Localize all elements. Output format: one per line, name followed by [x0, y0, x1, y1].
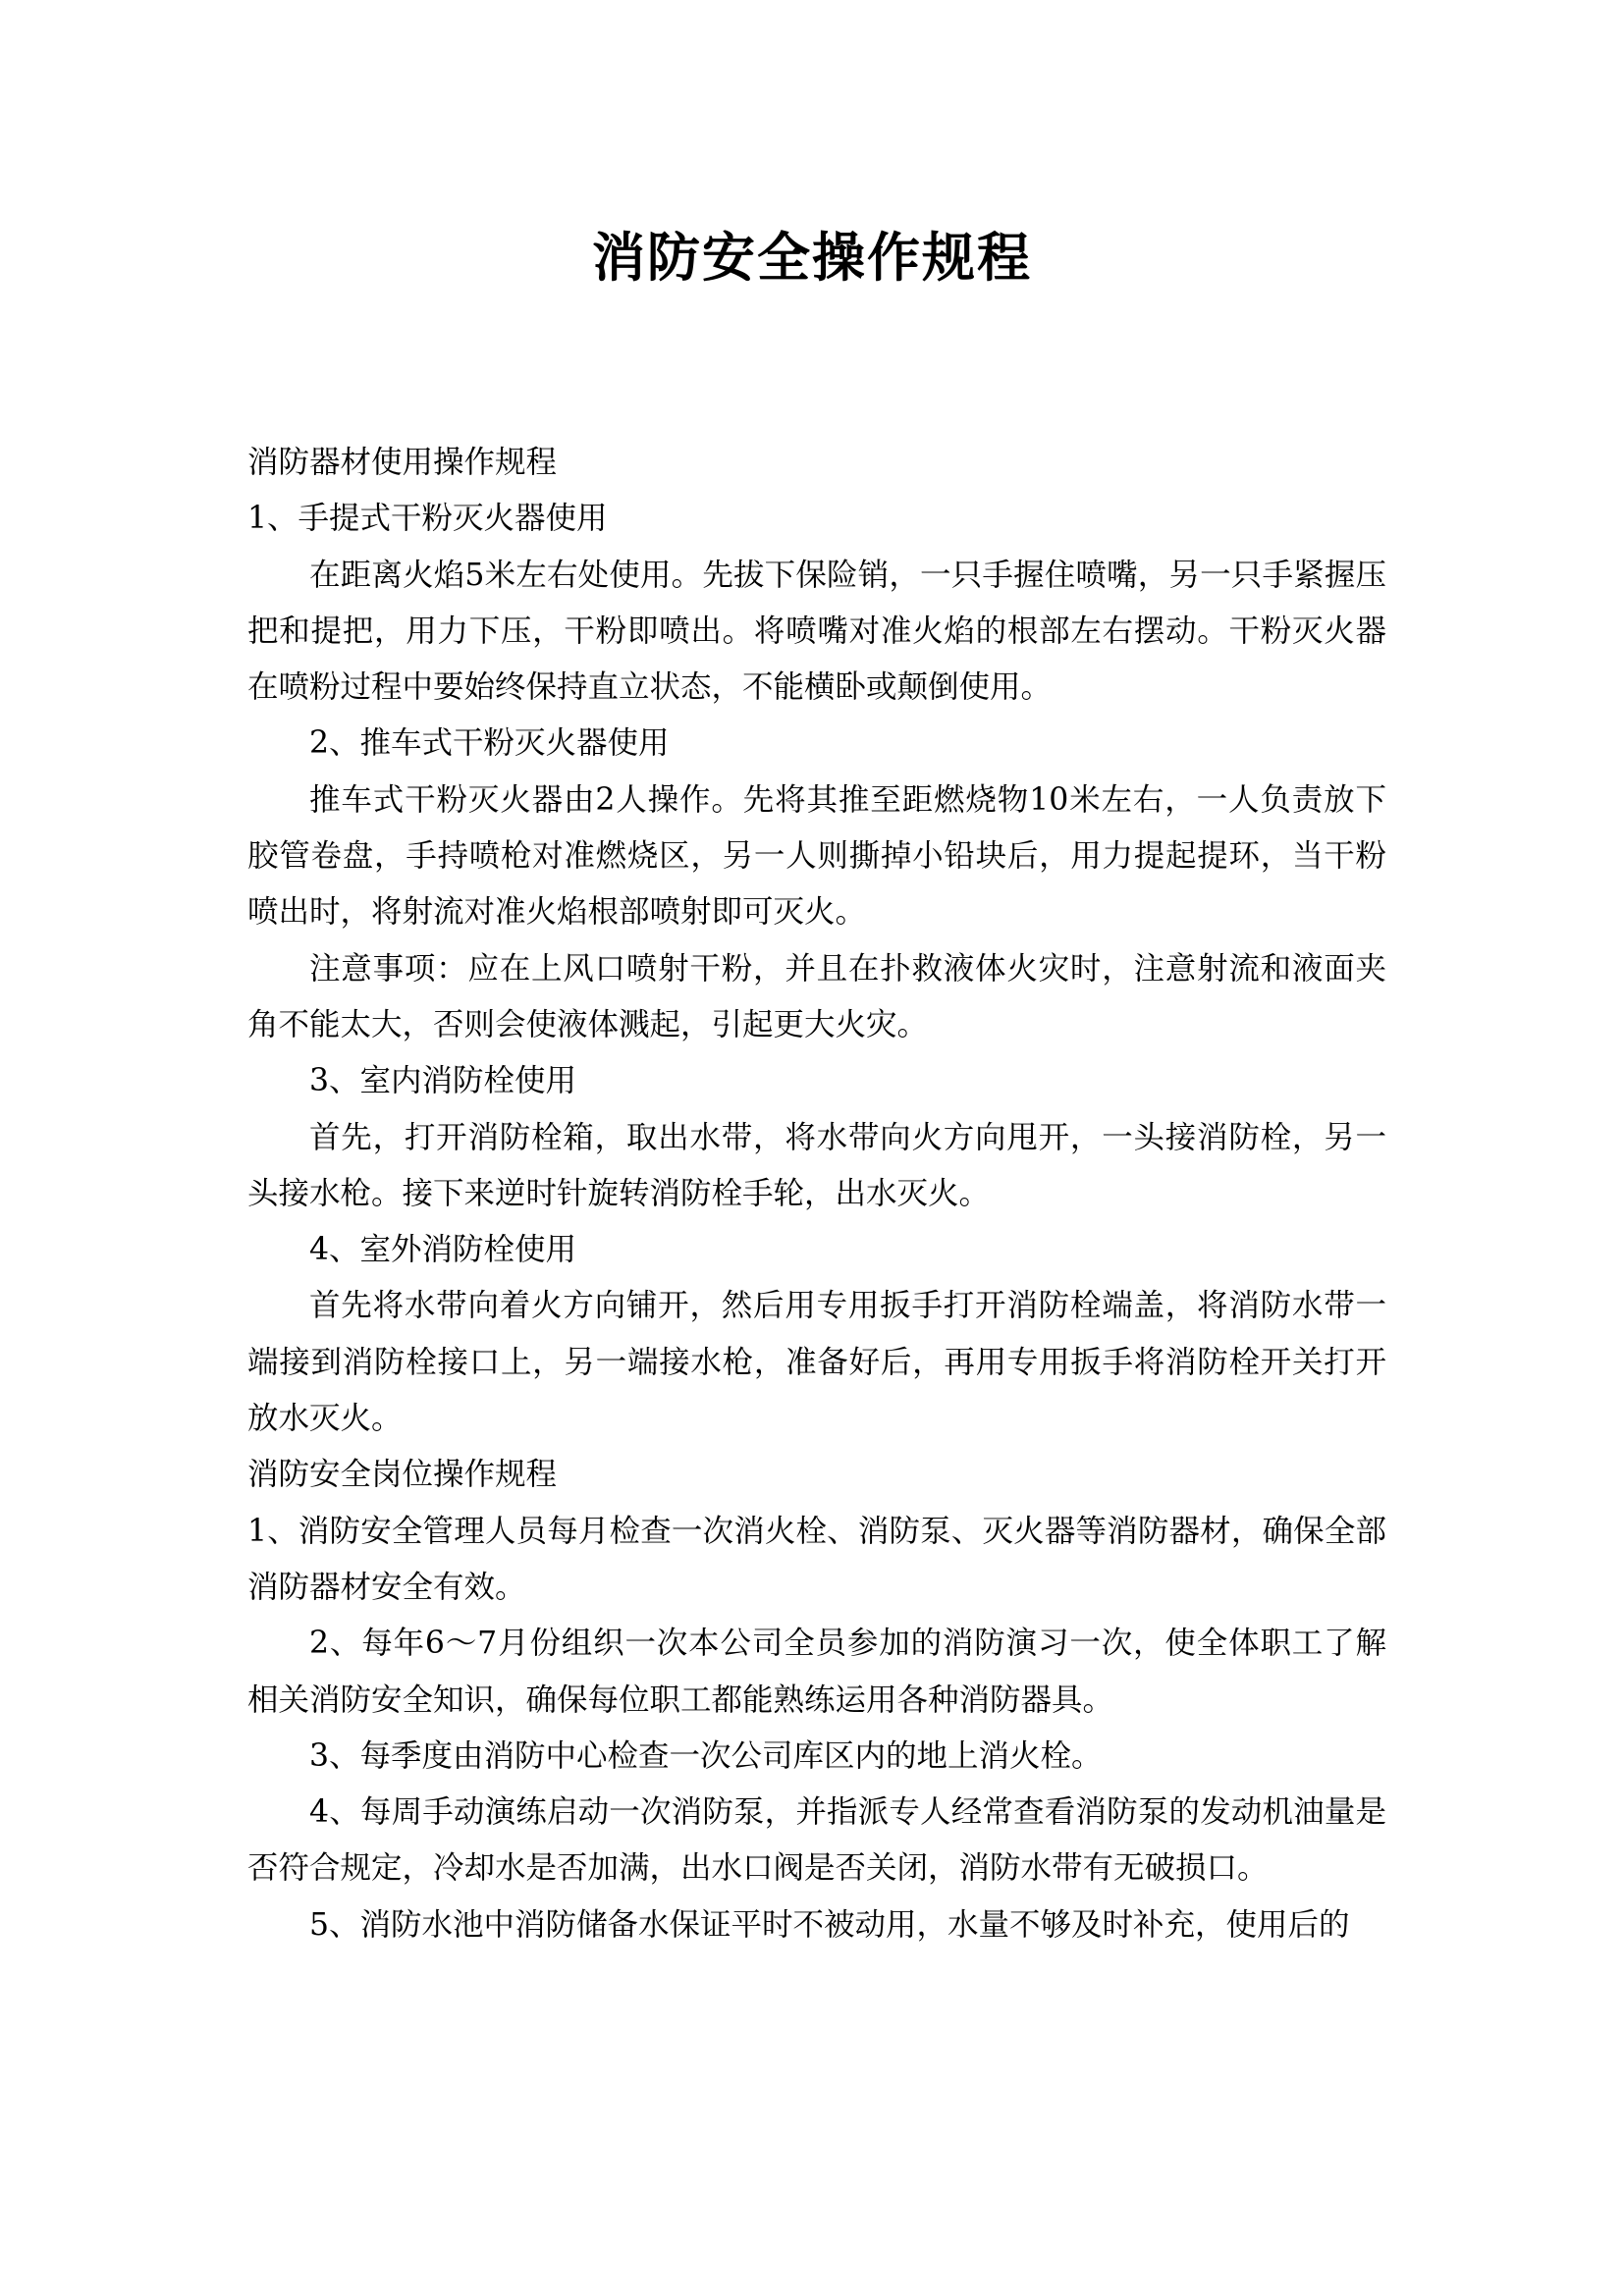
document-body [247, 435, 1386, 1953]
paragraph: 在距离火焰5米左右处使用。先拔下保险销，一只手握住喷嘴，另一只手紧握压把和提把，用力下压，干粉即喷出。将喷嘴对准火焰的根部左右摆动。干粉灭火器在喷粉过程中要始终保持直立状态，不能横卧或颠倒使用。 [247, 557, 1386, 706]
list-item: 1、消防安全管理人员每月检查一次消火栓、消防泵、灭火器等消防器材，确保全部消防器材安全有效。 [247, 1513, 1386, 1605]
paragraph: 首先，打开消防栓箱，取出水带，将水带向火方向甩开，一头接消防栓，另一头接水枪。接下来逆时针旋转消防栓手轮，出水灭火。 [247, 1119, 1386, 1211]
paragraph: 注意事项：应在上风口喷射干粉，并且在扑救液体火灾时，注意射流和液面夹角不能太大，否则会使液体溅起，引起更大火灾。 [247, 950, 1386, 1042]
section-heading: 消防安全岗位操作规程 [247, 1457, 558, 1493]
list-item: 3、每季度由消防中心检查一次公司库区内的地上消火栓。 [309, 1737, 1103, 1774]
list-item: 4、每周手动演练启动一次消防泵，并指派专人经常查看消防泵的发动机油量是否符合规定，冷却水是否加满，出水口阀是否关闭，消防水带有无破损口。 [247, 1794, 1386, 1887]
paragraph: 首先将水带向着火方向铺开，然后用专用扳手打开消防栓端盖，将消防水带一端接到消防栓接口上，另一端接水枪，准备好后，再用专用扳手将消防栓开关打开放水灭火。 [247, 1288, 1386, 1437]
document-title: 消防安全操作规程 [592, 226, 1032, 289]
list-item-heading: 4、室外消防栓使用 [309, 1232, 577, 1268]
paragraph: 推车式干粉灭火器由2人操作。先将其推至距燃烧物10米左右，一人负责放下胶管卷盘，手持喷枪对准燃烧区，另一人则撕掉小铅块后，用力提起提环，当干粉喷出时，将射流对准火焰根部喷射即可灭火。 [247, 781, 1386, 931]
list-item-heading: 1、手提式干粉灭火器使用 [247, 501, 608, 537]
list-item: 2、每年6～7月份组织一次本公司全员参加的消防演习一次，使全体职工了解相关消防安全知识，确保每位职工都能熟练运用各种消防器具。 [247, 1626, 1386, 1718]
section-heading: 消防器材使用操作规程 [247, 445, 558, 480]
list-item-heading: 3、室内消防栓使用 [309, 1063, 577, 1099]
list-item: 5、消防水池中消防储备水保证平时不被动用，水量不够及时补充，使用后的 [309, 1906, 1350, 1943]
list-item-heading: 2、推车式干粉灭火器使用 [309, 725, 670, 762]
